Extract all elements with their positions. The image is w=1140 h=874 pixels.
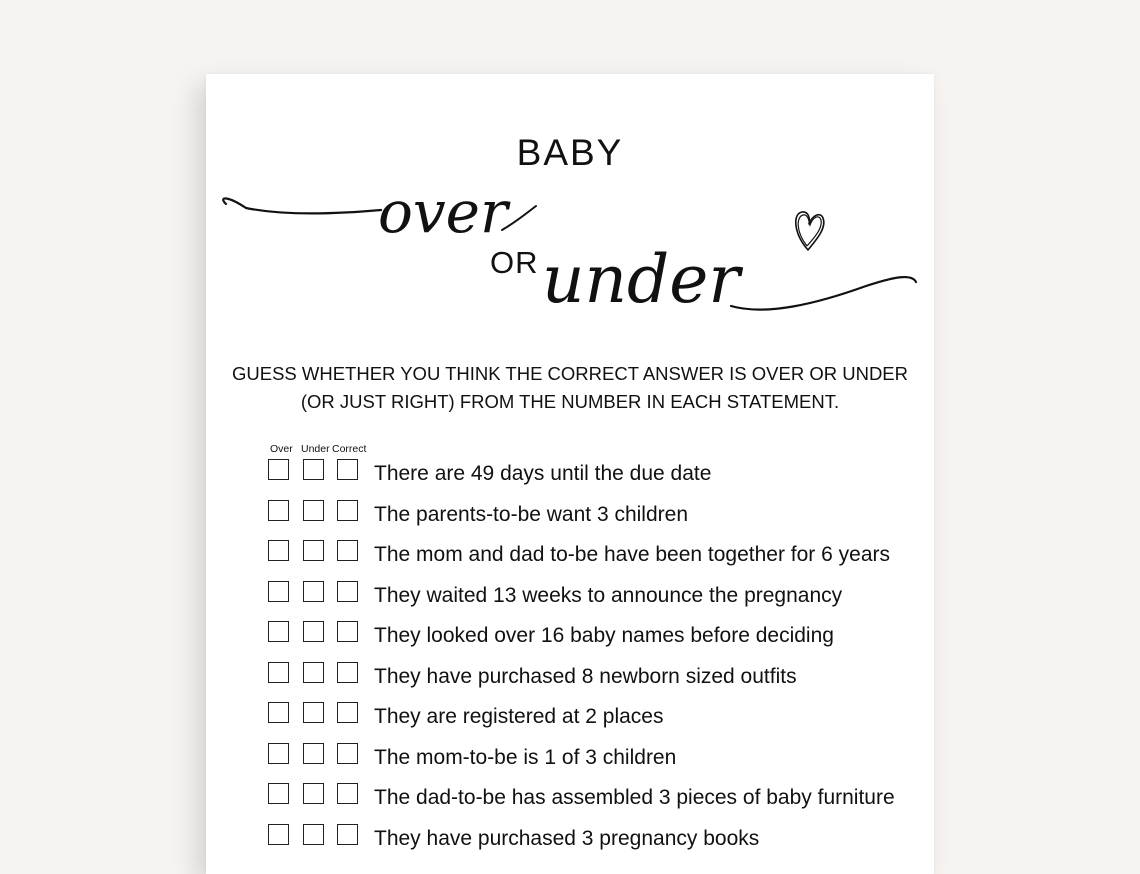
statement-row	[268, 540, 948, 570]
statement-text: They have purchased 8 newborn sized outfits	[374, 664, 797, 688]
over-checkbox[interactable]	[268, 662, 289, 683]
correct-checkbox[interactable]	[337, 702, 358, 723]
right-flourish	[731, 277, 916, 310]
correct-checkbox[interactable]	[337, 824, 358, 845]
statement-text: The mom-to-be is 1 of 3 children	[374, 745, 677, 769]
statement-text: They are registered at 2 places	[374, 705, 664, 728]
statement-row	[268, 783, 948, 813]
under-checkbox[interactable]	[303, 459, 324, 480]
instructions-line-2: (OR JUST RIGHT) FROM THE NUMBER IN EACH STATEMENT.	[300, 391, 840, 412]
correct-checkbox[interactable]	[337, 581, 358, 602]
under-checkbox[interactable]	[303, 824, 324, 845]
correct-checkbox[interactable]	[337, 783, 358, 804]
correct-checkbox[interactable]	[337, 459, 358, 480]
statement-row	[268, 702, 948, 732]
under-checkbox[interactable]	[303, 500, 324, 521]
over-checkbox[interactable]	[268, 743, 289, 764]
statement-text: They waited 13 weeks to announce the pregnancy	[374, 583, 843, 607]
game-sheet	[206, 74, 934, 874]
under-checkbox[interactable]	[303, 702, 324, 723]
statement-row	[268, 459, 948, 489]
statement-row	[268, 743, 948, 773]
over-checkbox[interactable]	[268, 540, 289, 561]
title-under: under	[542, 241, 740, 318]
statement-row	[268, 581, 948, 611]
instructions-line-1: GUESS WHETHER YOU THINK THE CORRECT ANSWER IS OVER OR UNDER	[231, 363, 909, 384]
under-checkbox[interactable]	[303, 743, 324, 764]
under-checkbox[interactable]	[303, 783, 324, 804]
column-header-under: Under	[301, 443, 330, 455]
statement-text: The dad-to-be has assembled 3 pieces of baby furniture	[374, 786, 895, 809]
title-baby: BABY	[516, 132, 624, 173]
statement-text: They have purchased 3 pregnancy books	[374, 826, 760, 850]
statement-row	[268, 621, 948, 651]
over-checkbox[interactable]	[268, 459, 289, 480]
statement-text: The parents-to-be want 3 children	[374, 502, 689, 526]
column-header-over: Over	[270, 443, 293, 455]
statement-text: The mom and dad to-be have been together for 6 years	[374, 543, 890, 566]
heart-icon	[796, 212, 824, 250]
correct-checkbox[interactable]	[337, 621, 358, 642]
statement-row	[268, 500, 948, 530]
statement-text: They looked over 16 baby names before deciding	[374, 624, 834, 647]
statement-text: There are 49 days until the due date	[374, 462, 712, 485]
script-title-art	[206, 74, 934, 334]
under-checkbox[interactable]	[303, 662, 324, 683]
statement-row	[268, 824, 948, 854]
over-checkbox[interactable]	[268, 824, 289, 845]
instructions	[206, 360, 934, 416]
correct-checkbox[interactable]	[337, 540, 358, 561]
correct-checkbox[interactable]	[337, 743, 358, 764]
over-checkbox[interactable]	[268, 702, 289, 723]
under-checkbox[interactable]	[303, 581, 324, 602]
title-or: OR	[490, 245, 539, 280]
under-checkbox[interactable]	[303, 621, 324, 642]
correct-checkbox[interactable]	[337, 500, 358, 521]
over-checkbox[interactable]	[268, 783, 289, 804]
over-checkbox[interactable]	[268, 581, 289, 602]
under-checkbox[interactable]	[303, 540, 324, 561]
column-header-correct: Correct	[332, 443, 367, 455]
over-checkbox[interactable]	[268, 500, 289, 521]
statement-row	[268, 662, 948, 692]
correct-checkbox[interactable]	[337, 662, 358, 683]
over-checkbox[interactable]	[268, 621, 289, 642]
title-over: over	[378, 178, 508, 246]
left-flourish	[223, 198, 381, 213]
